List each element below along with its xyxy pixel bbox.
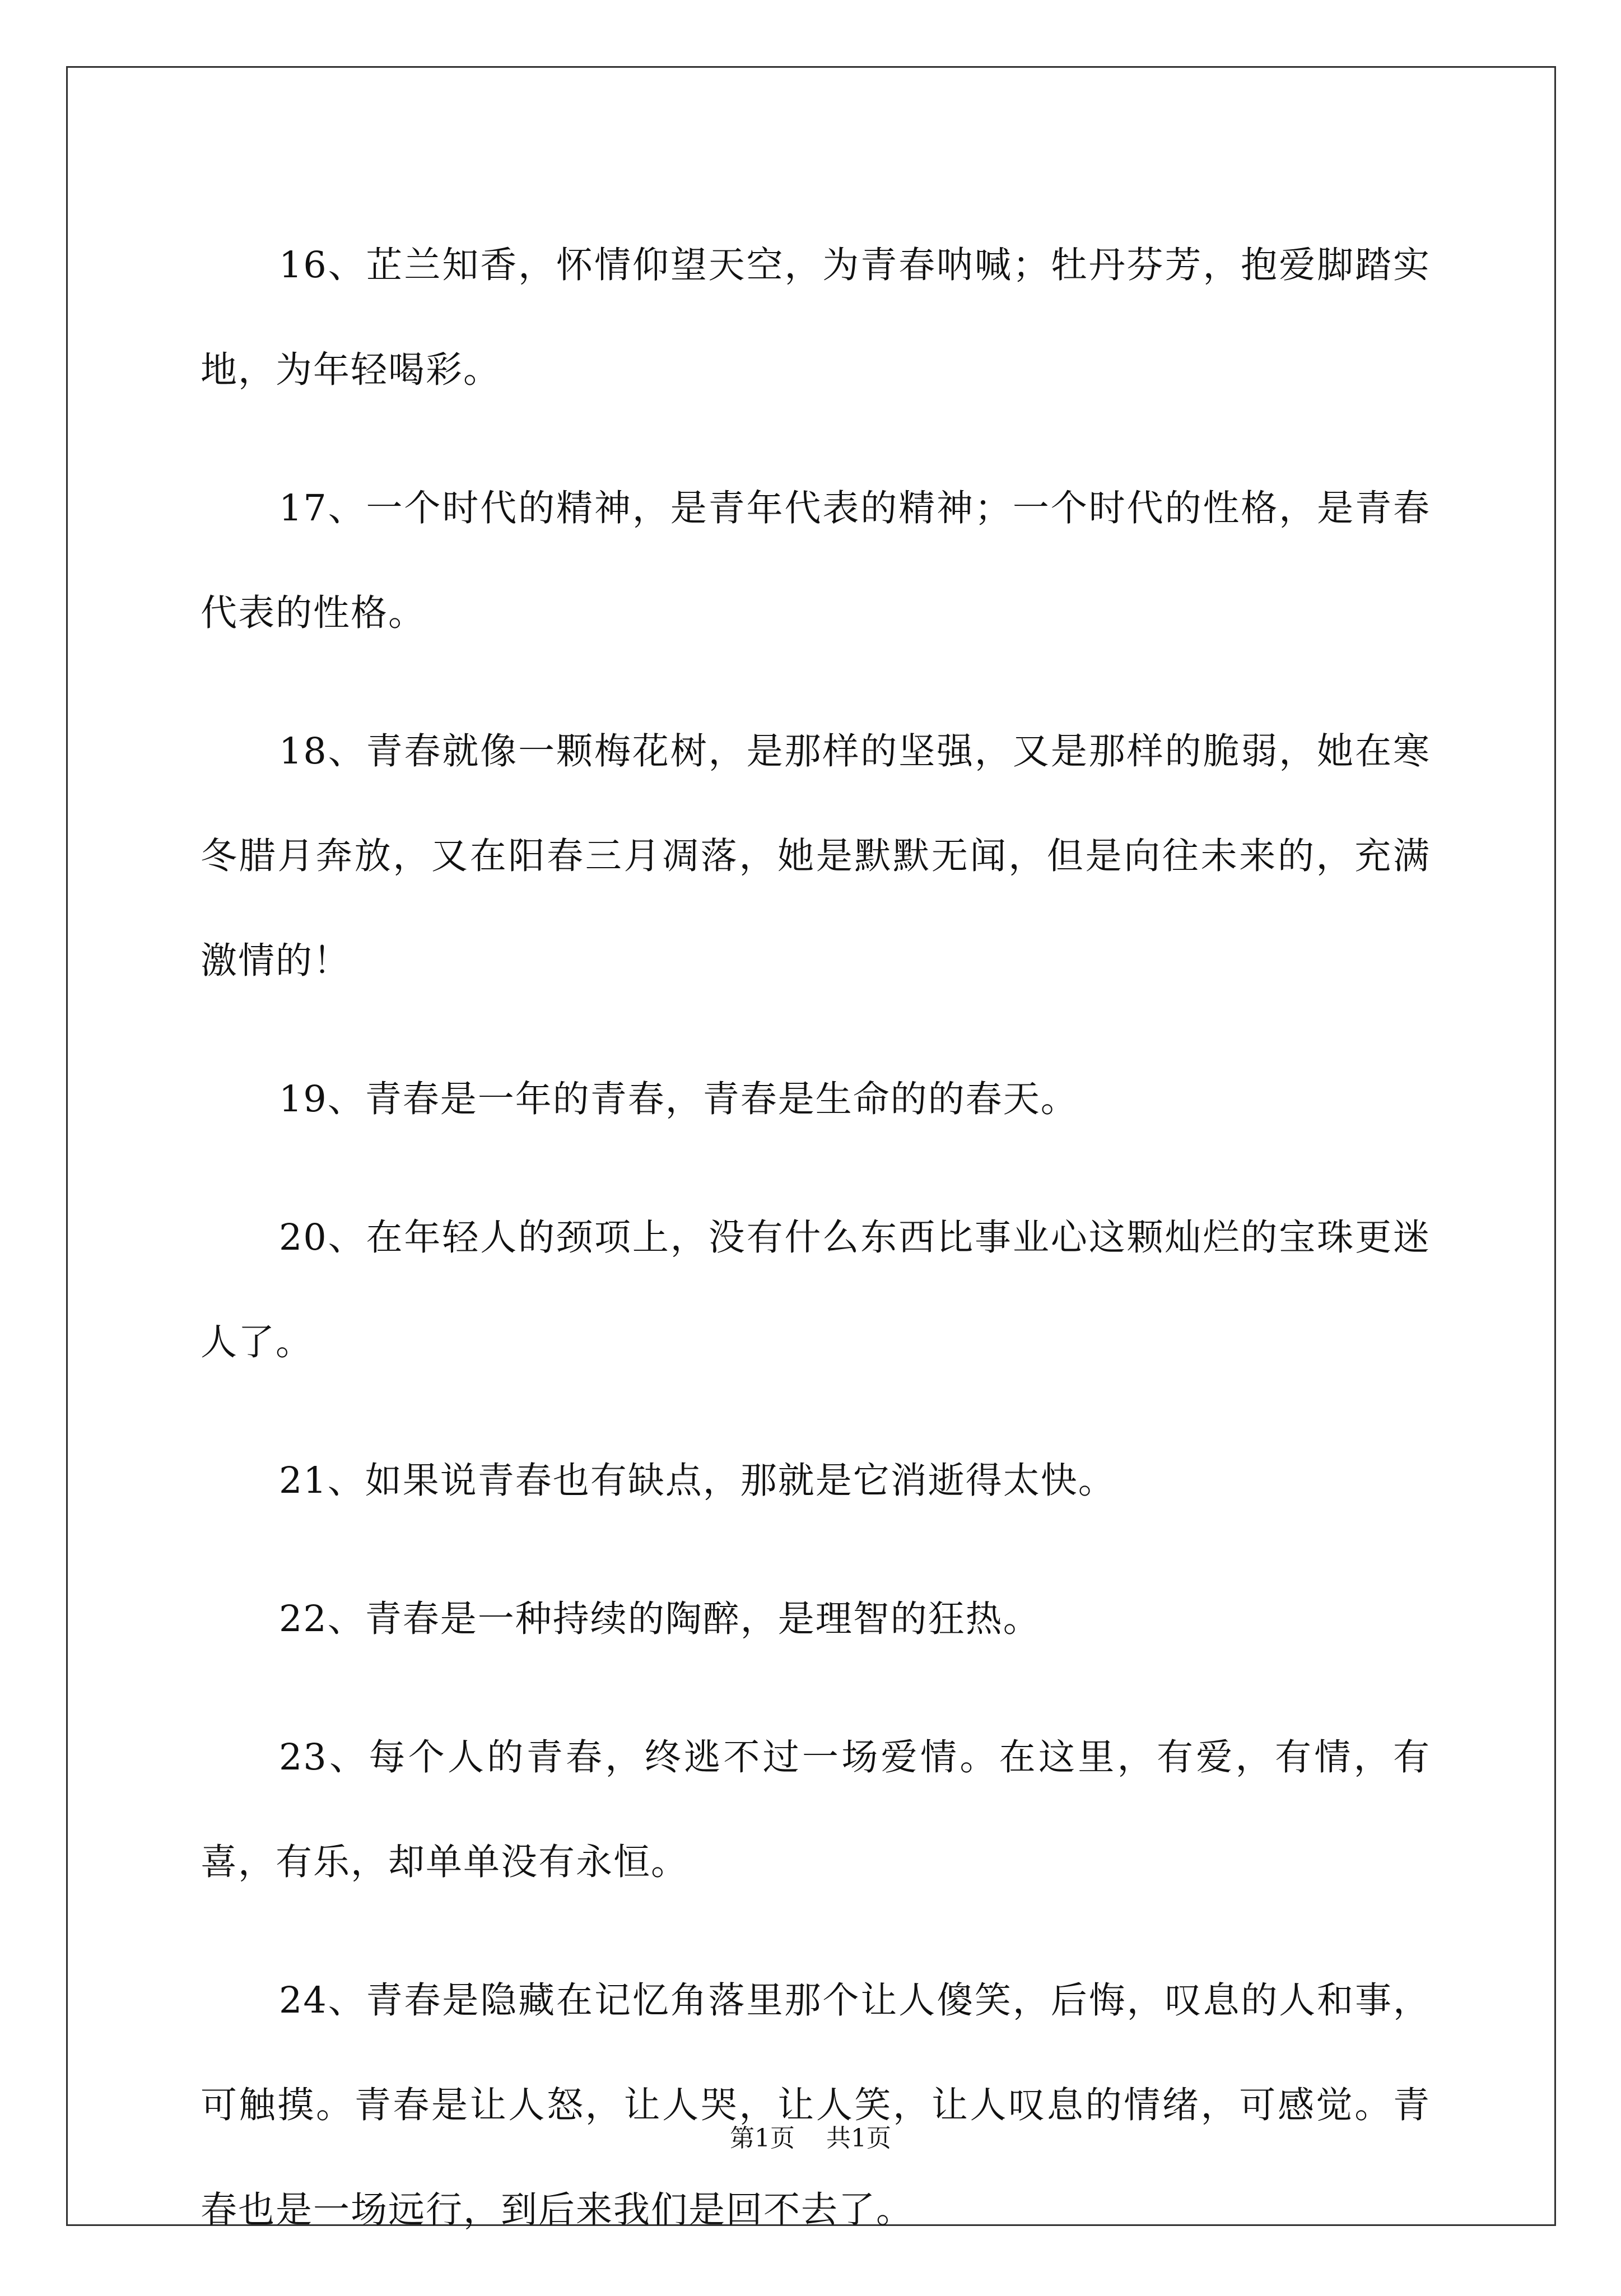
paragraph-22: 22、青春是一种持续的陶醉，是理智的狂热。	[279, 1598, 1041, 1640]
paragraph-17: 17、一个时代的精神，是青年代表的精神；一个时代的性格，是青春代表的性格。	[201, 487, 1431, 634]
paragraph-24: 24、青春是隐藏在记忆角落里那个让人傻笑，后悔，叹息的人和事，可触摸。青春是让人怒，让人哭，让人笑，让人叹息的情绪，可感觉。青春也是一场远行，到后来我们是回不去了。	[201, 1980, 1431, 2231]
paragraph-19: 19、青春是一年的青春，青春是生命的的春天。	[279, 1078, 1078, 1120]
paragraph-18: 18、青春就像一颗梅花树，是那样的坚强，又是那样的脆弱，她在寒冬腊月奔放，又在阳春三月凋落，她是默默无闻，但是向往未来的，充满激情的！	[201, 730, 1431, 982]
page-footer	[0, 2122, 1621, 2155]
paragraph-16: 16、芷兰知香，怀情仰望天空，为青春呐喊；牡丹芬芳，抱爱脚踏实地，为年轻喝彩。	[201, 244, 1431, 391]
paragraph-20: 20、在年轻人的颈项上，没有什么东西比事业心这颗灿烂的宝珠更迷人了。	[201, 1217, 1431, 1363]
document-body	[201, 213, 1431, 2296]
page-number-total: 共1页	[826, 2124, 891, 2153]
paragraph-21: 21、如果说青春也有缺点，那就是它消逝得太快。	[279, 1460, 1116, 1502]
paragraph-23: 23、每个人的青春，终逃不过一场爱情。在这里，有爱，有情，有喜，有乐，却单单没有永恒。	[201, 1736, 1431, 1883]
page-number-current: 第1页	[730, 2124, 795, 2153]
